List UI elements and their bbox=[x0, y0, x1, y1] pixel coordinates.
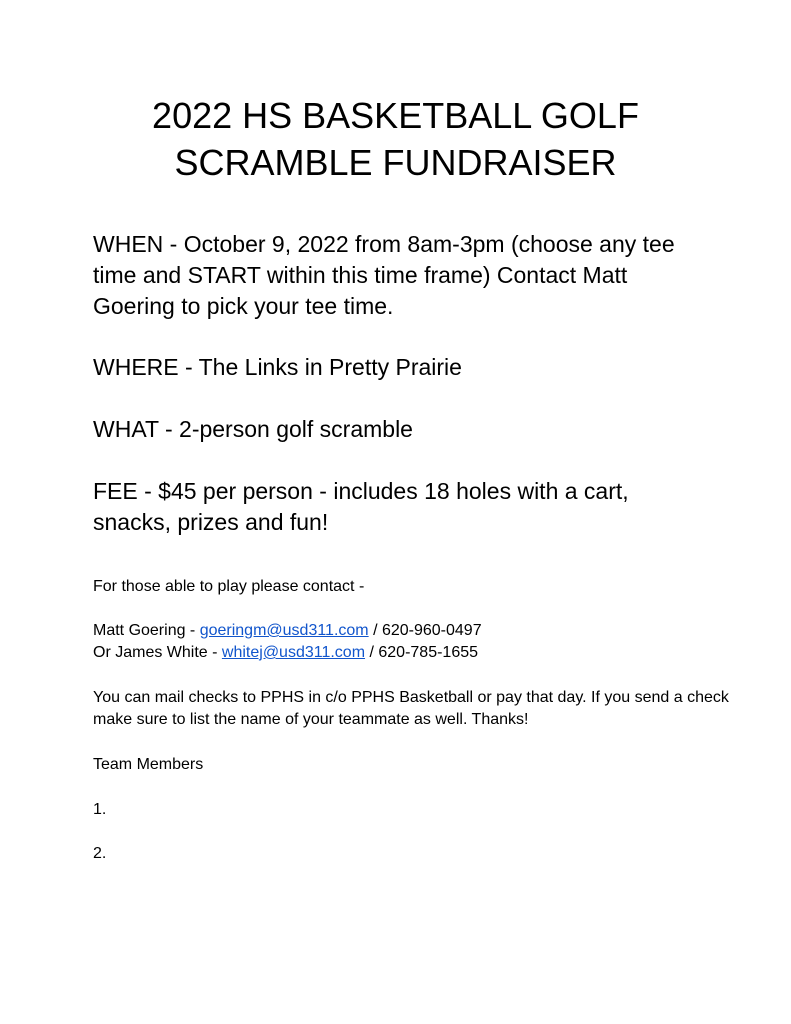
when-paragraph: WHEN - October 9, 2022 from 8am-3pm (choose any tee time and START within this time frame) Contact Matt Goering to pick your tee time. bbox=[93, 231, 675, 319]
team-members-heading: Team Members bbox=[93, 756, 204, 773]
payment-paragraph: You can mail checks to PPHS in c/o PPHS Basketball or pay that day. If you send a check make sure to list the name of your teammate as well. Thanks! bbox=[93, 689, 729, 728]
james-email-link[interactable]: whitej@usd311.com bbox=[221, 644, 366, 661]
what-paragraph: WHAT - 2-person golf scramble bbox=[93, 416, 413, 442]
title-line-2: SCRAMBLE FUNDRAISER bbox=[174, 142, 617, 183]
contact-james bbox=[93, 642, 733, 664]
team-member-slot-2: 2. bbox=[93, 845, 107, 862]
contact-james-name: Or James White - bbox=[93, 644, 222, 661]
contact-matt-name: Matt Goering - bbox=[93, 622, 200, 639]
title-line-1: 2022 HS BASKETBALL GOLF bbox=[152, 95, 639, 136]
contact-intro: For those able to play please contact - bbox=[93, 578, 365, 595]
contact-matt bbox=[93, 620, 733, 642]
team-member-slot-1: 1. bbox=[93, 801, 107, 818]
contact-james-phone: / 620-785-1655 bbox=[365, 644, 479, 661]
page-title bbox=[0, 92, 791, 186]
fee-paragraph: FEE - $45 per person - includes 18 holes with a cart, snacks, prizes and fun! bbox=[93, 478, 629, 535]
matt-email-link[interactable]: goeringm@usd311.com bbox=[199, 622, 369, 639]
where-paragraph: WHERE - The Links in Pretty Prairie bbox=[93, 354, 462, 380]
contact-matt-phone: / 620-960-0497 bbox=[368, 622, 482, 639]
